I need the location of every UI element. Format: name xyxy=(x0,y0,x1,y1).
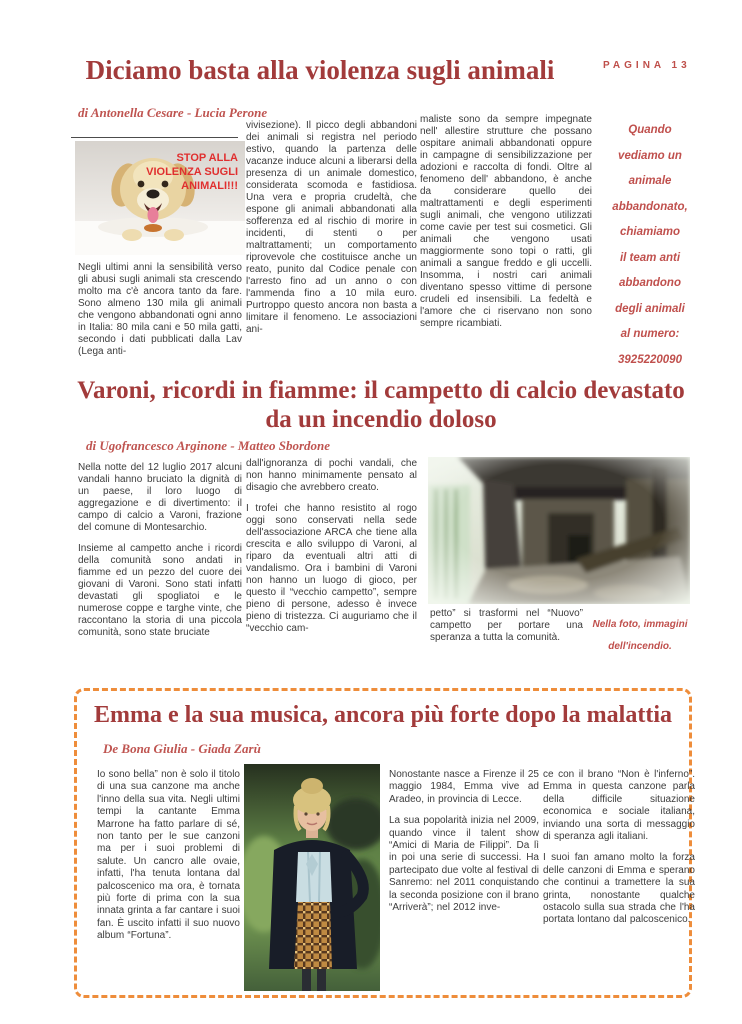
sidebar-line: abbandonato, xyxy=(612,200,688,213)
article2-column1 xyxy=(78,462,242,639)
article2-byline: di Ugofrancesco Arginone - Matteo Sbordone xyxy=(86,438,330,453)
article2-column3-continuation: petto” si trasformi nel “Nuovo” campetto per portare una speranza a tutta la comunità. xyxy=(430,608,583,643)
article3-col4-paragraph1: ce con il brano “Non è l'inferno”. Emma in questa canzone parla della difficile situazione economica e sociale italiana, inviando una sorta di messaggio di speranza agli italiani. xyxy=(543,769,695,843)
emma-marrone-photo xyxy=(244,764,380,991)
article2-column2 xyxy=(246,458,417,635)
photo-overlay-line3: ANIMALI!!! xyxy=(181,180,238,192)
article1-title: Diciamo basta alla violenza sugli animali xyxy=(85,55,555,85)
article3-col3-paragraph1: Nonostante nasce a Firenze il 25 maggio 1984, Emma vive ad Aradeo, in provincia di Lecce. xyxy=(389,769,539,805)
sidebar-line: vediamo un xyxy=(618,149,682,162)
article2-col2-paragraph1: dall'ignoranza di pochi vandali, che non hanno minimamente pensato al disagio che avrebbero creato. xyxy=(246,458,417,493)
sidebar-line: al numero: xyxy=(620,328,680,340)
sidebar-line: degli animali xyxy=(615,302,685,315)
article3-col4-paragraph2: I suoi fan amano molto la forza delle canzoni di Emma e sperano che continui a tramettere la sua grinta, nonostante qualche ostacolo sulla sua strada che l'ha portata lontano dal palcoscenico. xyxy=(543,852,695,926)
article2-title: Varoni, ricordi in fiamme: il campetto di calcio devastato da un incendio doloso xyxy=(77,377,685,433)
article1-byline: di Antonella Cesare - Lucia Perone xyxy=(78,105,268,120)
article2-col1-paragraph2: Insieme al campetto anche i ricordi della comunità sono andati in fiamme ed un pezzo del cuore dei giovani di Varoni. Sono stati infatti devastati gli spogliatoi e le numerose coppe e targhe vinte, che raccontano la storia di una piccola comunità, sono state bruciate xyxy=(78,543,242,638)
article3-title: Emma e la sua musica, ancora più forte dopo la malattia xyxy=(94,702,672,728)
sidebar-line: abbandono xyxy=(619,277,681,289)
photo-overlay-line1: STOP ALLA xyxy=(176,152,238,164)
article3-col3-paragraph2: La sua popolarità inizia nel 2009, quando vince il talent show “Amici di Maria de Filippi”. Da lì in poi una serie di successi. Ha partecipato due volte al festival di Sanremo: nel 2011 conquistando la seconda posizione con il brano “Arriverà”; nel 2012 inve- xyxy=(389,815,539,914)
sidebar-line: Quando xyxy=(628,124,672,136)
sidebar-line: animale xyxy=(628,175,672,187)
article3-column3 xyxy=(389,769,539,914)
article3-byline: De Bona Giulia - Giada Zarù xyxy=(103,741,261,756)
emma-photo-illustration xyxy=(244,764,380,991)
article2-col2-paragraph2: I trofei che hanno resistito al rogo oggi sono conservati nella sede dell'associazione ARCA che tiene alla crescita e allo sviluppo di Varoni, al riparo da eventuali altri atti di vandalismo. Ora i bambini di Varoni non hanno un luogo di gioco, per questo il “vecchio campetto”, sempre pieno di persone, adesso è invece pieno di tristezza. Ci auguriamo che il “vecchio cam- xyxy=(246,503,417,634)
article1-column2: vivisezione). Il picco degli abbandoni dei animali si registra nel periodo estivo, quando la partenza delle vacanze induce alcuni a liberarsi della presenza di un animale domestico, considerata scomoda e fastidiosa. Una vera e propria crudeltà, che espone gli animali abbandonati alla sofferenza ed al rischio di morire in incidenti, di stenti o per maltrattamenti; un comportamento riprovevole che costituisce anche un reato, punito dal Codice penale con l'arresto fino ad un anno o con l'ammenda fino a 10 mila euro. Purtroppo questo ancora non basta a limitare il fenomeno. Le associazioni ani- xyxy=(246,120,417,335)
article1-column3: maliste sono da sempre impegnate nell' allestire strutture che possano ospitare animali abbandonati oppure in campagne di sensibilizzazione per adozioni e raccolta di fondi. Oltre al fenomeno dell' abbandono, è anche da considerare quello dei maltrattamenti e degli esperimenti sugli animali, che vengono utilizzati come cavie per test sui cosmetici. Gli animali che vengono usati maggiormente sono topi o ratti, gli animali a sangue freddo e gli uccelli. Insomma, i nostri cari animali diventano spesso vittime di persone crudeli ed insensibili. La fedeltà e l'amore che ci riservano non sono sempre ricambiati. xyxy=(420,114,592,329)
dog-photo-illustration xyxy=(75,141,245,255)
sidebar-callout xyxy=(596,118,704,373)
article3-column4 xyxy=(543,769,695,927)
fire-photo-caption: Nella foto, immagini dell'incendio. xyxy=(592,619,688,652)
byline-divider xyxy=(71,137,238,138)
photo-overlay-line2: VIOLENZA SUGLI xyxy=(146,166,238,178)
article3-feature-box xyxy=(74,688,695,998)
sidebar-line: il team anti xyxy=(619,251,681,264)
article1-column1: Negli ultimi anni la sensibilità verso gli abusi sugli animali sta crescendo molto ma c'è ancora tanto da fare. Sono almeno 130 mila gli animali che vengono abbandonati ogni anno in Italia: 80 mila cani e 50 mila gatti, secondo i dati pubblicati dalla Lav (Lega anti- xyxy=(78,262,242,357)
page-number-label: PAGINA 13 xyxy=(603,60,691,71)
sidebar-line: chiamiamo xyxy=(619,226,681,238)
fire-photo-illustration xyxy=(428,457,690,604)
fire-damage-photo xyxy=(428,457,690,604)
article3-column1: Io sono bella” non è solo il titolo di una sua canzone ma anche l'inno della sua vita. Negli ultimi tempi la cantante Emma Marrone ha fatto parlare di sé, non tanto per le sue canzoni ma per i suoi problemi di salute. Un cancro alle ovaie, infatti, l'ha tenuta lontana dal palcoscenico ma ora, è tornata più forte di prima con la sua innata grinta a far cantare i suoi fan. È uscito infatti il suo nuovo album “Fortuna”. xyxy=(97,769,240,942)
article2-col1-paragraph1: Nella notte del 12 luglio 2017 alcuni vandali hanno bruciato la dignità di un paese, il loro luogo di aggregazione e di divertimento: il campo di calcio a Varoni, frazione del comune di Montesarchio. xyxy=(78,462,242,533)
sidebar-line: 3925220090 xyxy=(618,353,682,366)
dog-photo xyxy=(75,141,245,255)
